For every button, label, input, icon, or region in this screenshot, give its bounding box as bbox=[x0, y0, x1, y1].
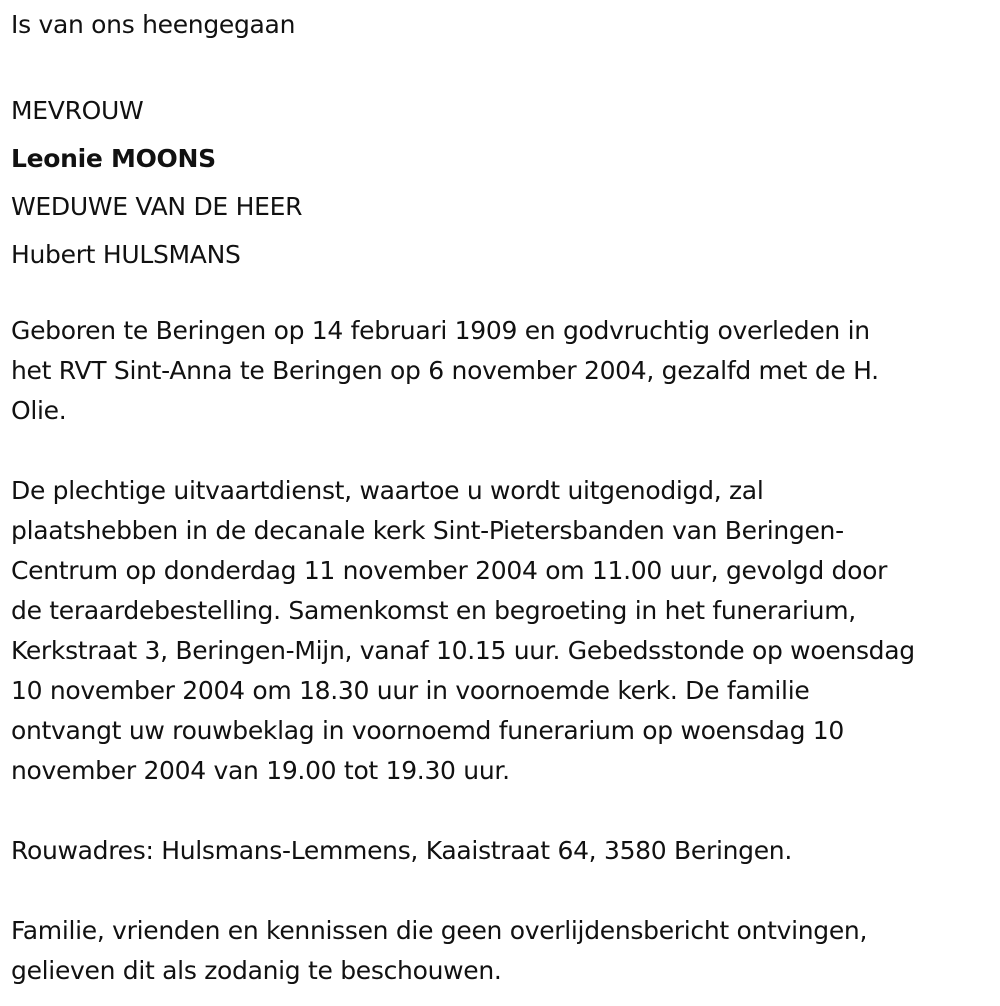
paragraph-line: Kerkstraat 3, Beringen-Mijn, vanaf 10.15 uur. Gebedsstonde op woensdag bbox=[11, 636, 915, 665]
deceased-name: Leonie MOONS bbox=[11, 144, 216, 173]
deceased-block bbox=[11, 87, 302, 279]
paragraph-line: 10 november 2004 om 18.30 uur in voornoemde kerk. De familie bbox=[11, 676, 810, 705]
birth-death-paragraph bbox=[11, 311, 879, 431]
service-paragraph bbox=[11, 471, 915, 791]
paragraph-line: november 2004 van 19.00 tot 19.30 uur. bbox=[11, 756, 510, 785]
paragraph-line: De plechtige uitvaartdienst, waartoe u wordt uitgenodigd, zal bbox=[11, 476, 764, 505]
paragraph-line: Olie. bbox=[11, 396, 67, 425]
paragraph-line: de teraardebestelling. Samenkomst en begroeting in het funerarium, bbox=[11, 596, 856, 625]
paragraph-line: Centrum op donderdag 11 november 2004 om 11.00 uur, gevolgd door bbox=[11, 556, 888, 585]
paragraph-line: plaatshebben in de decanale kerk Sint-Pietersbanden van Beringen- bbox=[11, 516, 844, 545]
paragraph-line: Geboren te Beringen op 14 februari 1909 en godvruchtig overleden in bbox=[11, 316, 870, 345]
paragraph-line: het RVT Sint-Anna te Beringen op 6 november 2004, gezalfd met de H. bbox=[11, 356, 879, 385]
closing-paragraph bbox=[11, 911, 867, 991]
paragraph-line: Familie, vrienden en kennissen die geen overlijdensbericht ontvingen, bbox=[11, 916, 868, 945]
widow-of-text: WEDUWE VAN DE HEER bbox=[11, 192, 303, 221]
paragraph-line: gelieven dit als zodanig te beschouwen. bbox=[11, 956, 502, 985]
paragraph-line: ontvangt uw rouwbeklag in voornoemd funerarium op woensdag 10 bbox=[11, 716, 844, 745]
mourning-address: Rouwadres: Hulsmans-Lemmens, Kaaistraat 64, 3580 Beringen. bbox=[11, 836, 792, 865]
intro-block bbox=[11, 7, 295, 43]
title-text: MEVROUW bbox=[11, 96, 144, 125]
address-paragraph bbox=[11, 831, 792, 871]
intro-text: Is van ons heengegaan bbox=[11, 10, 296, 39]
spouse-name: Hubert HULSMANS bbox=[11, 240, 241, 269]
